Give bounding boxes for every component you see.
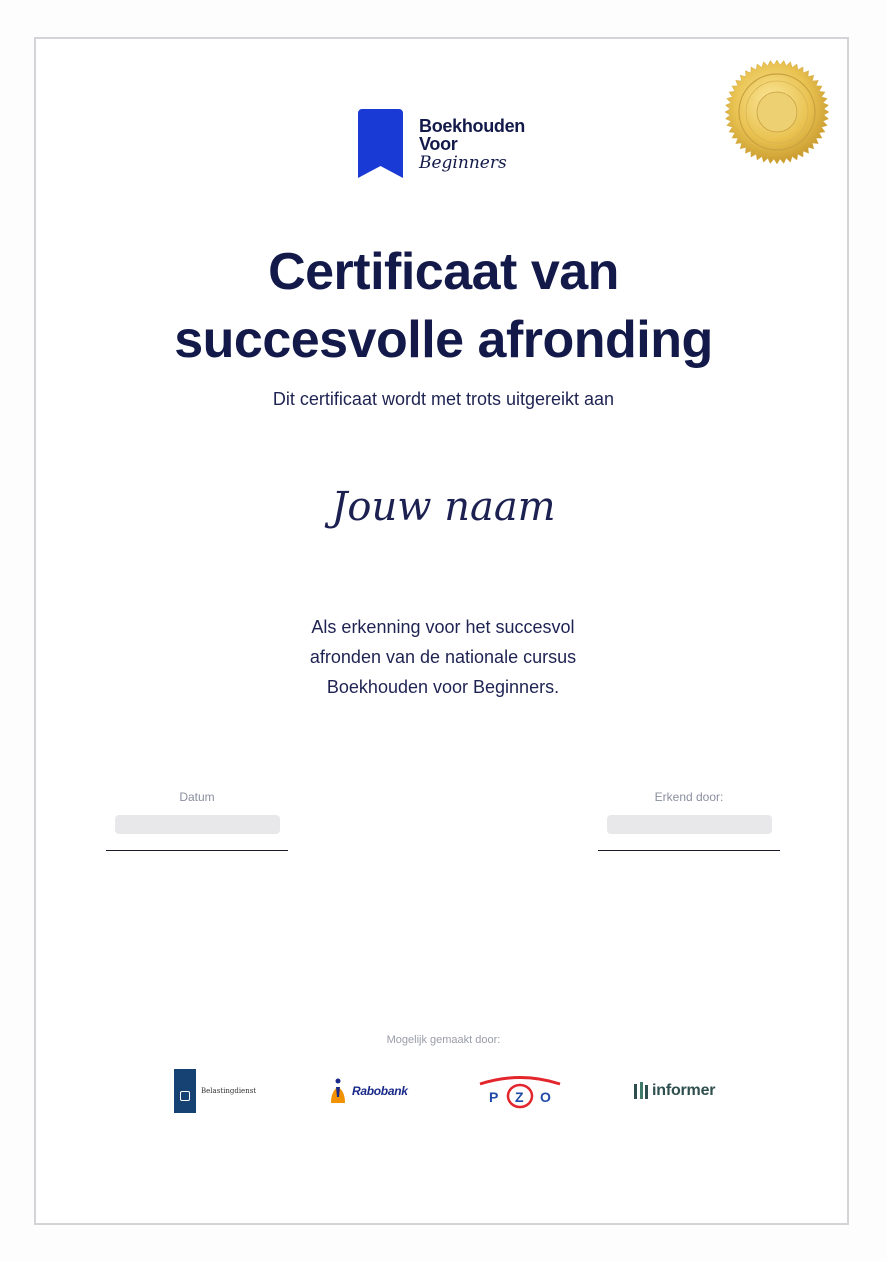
sponsor-rabobank-name: Rabobank — [352, 1084, 408, 1098]
sponsors-label: Mogelijk gemaakt door: — [386, 1034, 501, 1046]
certificate-subtitle: Dit certificaat wordt met trots uitgereikt aan — [272, 389, 615, 409]
logo-text-line1: Boekhouden — [419, 116, 526, 136]
date-field — [115, 815, 280, 834]
bookmark-icon — [358, 109, 403, 179]
sponsor-belastingdienst-name: Belastingdienst — [201, 1087, 257, 1095]
sponsor-informer-name: informer — [652, 1082, 716, 1099]
description-line1: Als erkenning voor het succesvol — [311, 617, 575, 637]
logo-text-line3: Beginners — [419, 153, 507, 173]
sponsor-informer-logo — [633, 1066, 715, 1116]
title-line1: Certificaat van — [268, 243, 619, 301]
date-signature-block — [106, 790, 288, 851]
recipient-name: Jouw naam — [331, 484, 556, 530]
recognized-by-field — [607, 815, 772, 834]
certificate-title — [60, 238, 827, 374]
crown-icon — [174, 1069, 196, 1113]
date-signature-line — [106, 850, 288, 851]
description-line2: afronden van de nationale cursus — [309, 647, 577, 667]
description-line3: Boekhouden voor Beginners. — [326, 677, 560, 697]
sponsor-rabobank-logo — [329, 1066, 408, 1116]
recognized-by-signature-block — [598, 790, 780, 851]
pzo-letter-z: Z — [515, 1089, 524, 1105]
sponsor-pzo-logo — [478, 1066, 562, 1116]
certificate-description — [243, 612, 643, 702]
pzo-letter-p: P — [489, 1089, 499, 1105]
gold-seal-icon — [724, 59, 830, 165]
pzo-logo-graphic — [478, 1071, 562, 1111]
logo-text-line2: Voor — [419, 134, 458, 154]
recognized-by-signature-line — [598, 850, 780, 851]
sponsor-belastingdienst-logo — [174, 1066, 256, 1116]
title-line2: succesvolle afronding — [174, 311, 713, 369]
date-label: Datum — [179, 790, 215, 804]
recognized-by-label: Erkend door: — [654, 790, 724, 804]
informer-mark-icon — [633, 1082, 649, 1100]
pzo-letter-o: O — [540, 1089, 551, 1105]
rabobank-figure-icon — [329, 1077, 349, 1105]
